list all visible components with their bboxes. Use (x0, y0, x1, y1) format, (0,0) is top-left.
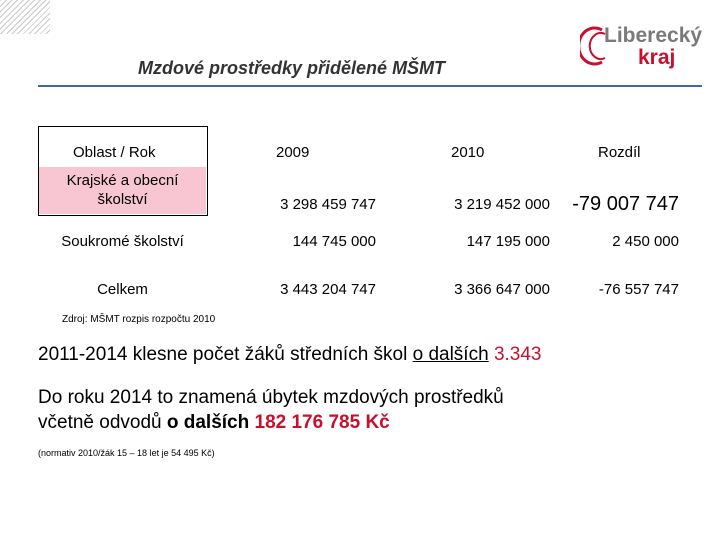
row-label-soukrome: Soukromé školství (61, 233, 184, 250)
row-soukrome-2009: 144 745 000 (292, 233, 376, 250)
paragraph-students (38, 344, 541, 366)
logo-line2: kraj (638, 46, 676, 69)
col-header-2009: 2009 (276, 144, 310, 161)
row-krajske-rozdil: -79 007 747 (572, 193, 679, 215)
paragraph-students-value: 3.343 (493, 344, 542, 365)
row-label-celkem: Celkem (97, 281, 148, 298)
paragraph-funds-line2-start: včetně odvodů (38, 412, 162, 433)
logo-line1: Liberecký (604, 24, 703, 47)
row-label-krajske: Krajské a obecní školství (66, 172, 179, 208)
paragraph-funds (38, 385, 698, 435)
paragraph-students-emphasis: o dalších (412, 344, 489, 365)
row-celkem-2010: 3 366 647 000 (454, 281, 550, 298)
col-header-rozdil: Rozdíl (598, 144, 641, 161)
col-header-2010: 2010 (451, 144, 485, 161)
decorative-hatch (0, 0, 50, 34)
page-title: Mzdové prostředky přidělené MŠMT (138, 58, 446, 78)
liberecky-kraj-logo (580, 22, 703, 72)
row-soukrome-rozdil: 2 450 000 (612, 233, 679, 250)
paragraph-funds-line1: Do roku 2014 to znamená úbytek mzdových prostředků (38, 387, 504, 408)
row-krajske-2009: 3 298 459 747 (280, 196, 376, 213)
normativ-note: (normativ 2010/žák 15 – 18 let je 54 495 Kč) (38, 448, 215, 458)
row-celkem-rozdil: -76 557 747 (598, 281, 679, 298)
paragraph-funds-value: 182 176 785 Kč (254, 412, 390, 433)
source-note: Zdroj: MŠMT rozpis rozpočtu 2010 (62, 314, 216, 325)
row-celkem-2009: 3 443 204 747 (280, 281, 376, 298)
col-header-oblast: Oblast / Rok (73, 144, 156, 161)
paragraph-funds-emphasis: o dalších (166, 412, 250, 433)
paragraph-funds-line2 (38, 410, 698, 435)
row-krajske-2010: 3 219 452 000 (454, 196, 550, 213)
title-divider (38, 85, 702, 87)
row-soukrome-2010: 147 195 000 (466, 233, 550, 250)
paragraph-students-text: 2011-2014 klesne počet žáků středních škol (38, 344, 408, 365)
